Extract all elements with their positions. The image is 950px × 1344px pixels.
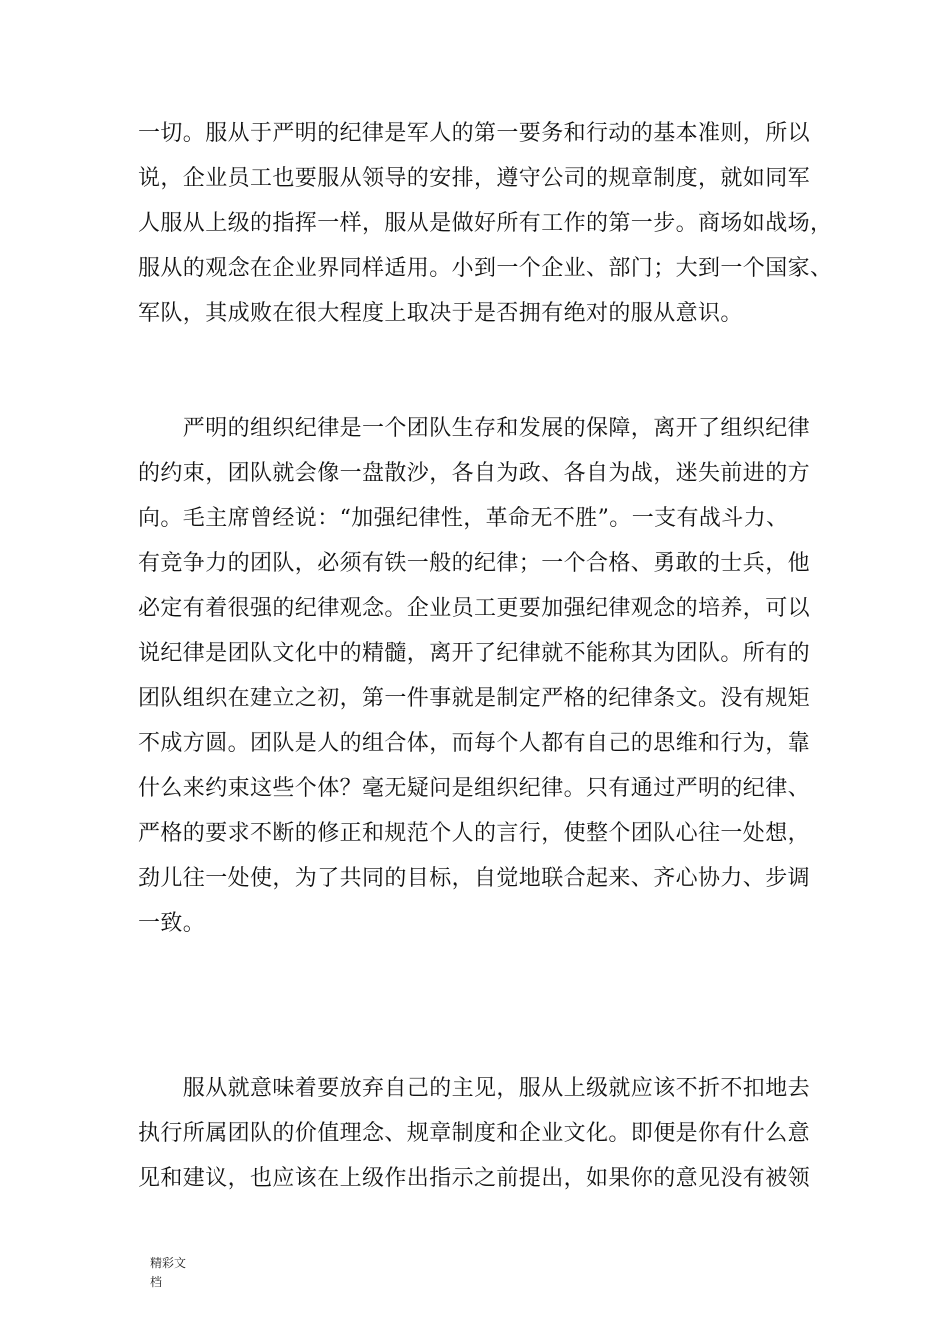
text-line: 服从的观念在企业界同样适用。小到一个企业、部门；大到一个国家、 (138, 256, 833, 281)
paragraph-follow-superiors (138, 1066, 828, 1201)
text-line: 团队组织在建立之初，第一件事就是制定严格的纪律条文。没有规矩 (138, 686, 811, 711)
page-footer (150, 1254, 210, 1292)
text-line: 不成方圆。团队是人的组合体，而每个人都有自己的思维和行为，靠 (138, 731, 811, 756)
text-line: 严格的要求不断的修正和规范个人的言行，使整个团队心往一处想， (138, 821, 811, 846)
text-line: 必定有着很强的纪律观念。企业员工更要加强纪律观念的培养，可以 (138, 596, 811, 621)
text-line: 人服从上级的指挥一样，服从是做好所有工作的第一步。商场如战场， (138, 211, 833, 236)
text-line: 军队，其成败在很大程度上取决于是否拥有绝对的服从意识。 (138, 301, 743, 326)
text-line: 服从就意味着要放弃自己的主见，服从上级就应该不折不扣地去 (138, 1076, 811, 1101)
text-line: 说纪律是团队文化中的精髓，离开了纪律就不能称其为团队。所有的 (138, 641, 811, 666)
text-line: 见和建议，也应该在上级作出指示之前提出，如果你的意见没有被领 (138, 1166, 811, 1191)
text-line: 一切。服从于严明的纪律是军人的第一要务和行动的基本准则，所以 (138, 121, 811, 146)
paragraph-obedience-discipline (138, 111, 833, 336)
text-line: 一致。 (138, 911, 206, 936)
text-line: 说，企业员工也要服从领导的安排，遵守公司的规章制度，就如同军 (138, 166, 811, 191)
text-line: 的约束，团队就会像一盘散沙，各自为政、各自为战，迷失前进的方 (138, 461, 811, 486)
text-line: 什么来约束这些个体？毫无疑问是组织纪律。只有通过严明的纪律、 (138, 776, 811, 801)
paragraph-organizational-discipline (138, 406, 828, 946)
text-line: 执行所属团队的价值理念、规章制度和企业文化。即便是你有什么意 (138, 1121, 811, 1146)
text-line: 劲儿往一处使，为了共同的目标，自觉地联合起来、齐心协力、步调 (138, 866, 811, 891)
footer-text-line: 档 (150, 1275, 163, 1289)
footer-text-line: 精彩文 (150, 1256, 187, 1270)
text-line: 严明的组织纪律是一个团队生存和发展的保障，离开了组织纪律 (138, 416, 811, 441)
text-line: 有竞争力的团队，必须有铁一般的纪律；一个合格、勇敢的士兵，他 (138, 551, 811, 576)
text-line: 向。毛主席曾经说：“加强纪律性，革命无不胜”。一支有战斗力、 (138, 506, 789, 531)
